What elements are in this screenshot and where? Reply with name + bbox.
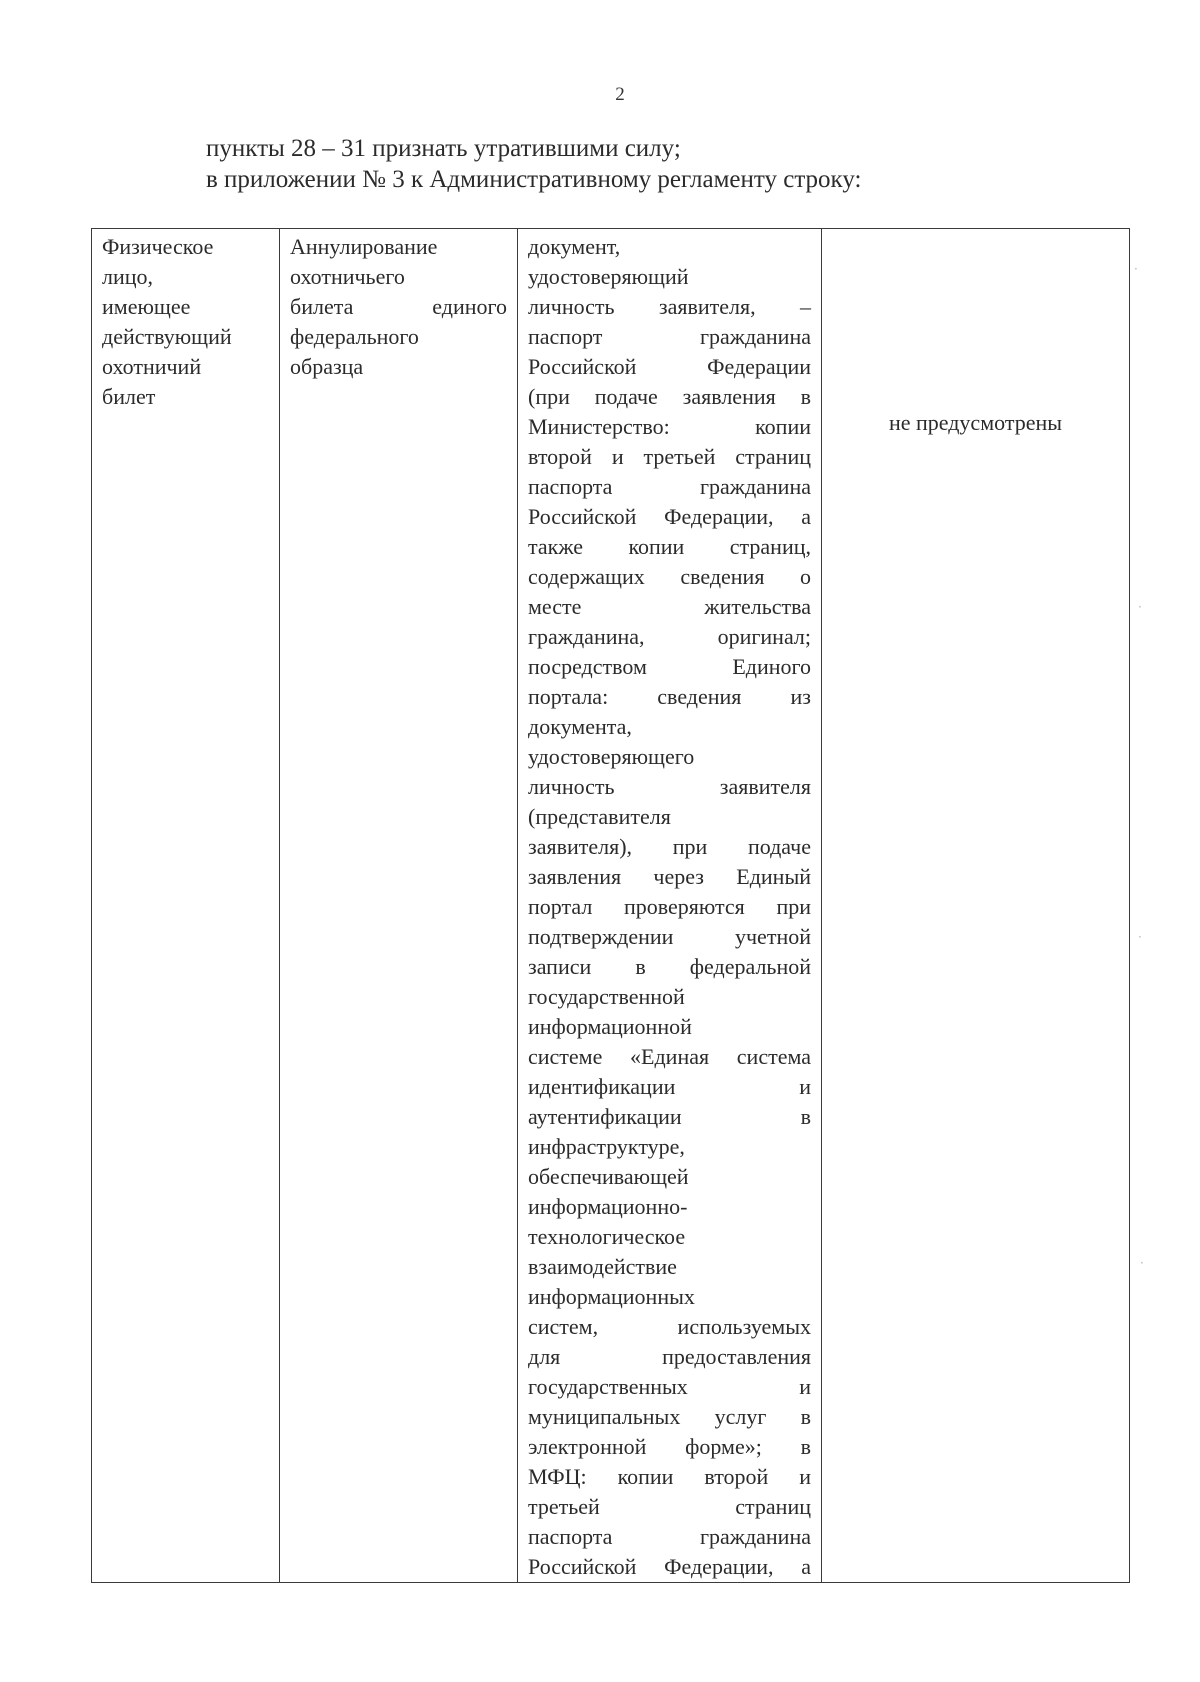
documents-line: удостоверяющего (528, 744, 695, 769)
documents-line: содержащих сведения о (528, 564, 811, 589)
documents-line: информационной (528, 1014, 692, 1039)
documents-line: удостоверяющий (528, 264, 689, 289)
documents-line: информационно- (528, 1194, 688, 1219)
documents-line: портал проверяются при (528, 894, 811, 919)
page-number: 2 (615, 84, 625, 105)
documents-line: (представителя (528, 804, 671, 829)
service-cell (280, 229, 518, 1583)
applicant-line: имеющее (102, 294, 191, 319)
documents-line: посредством Единого (528, 654, 811, 679)
applicant-line: билет (102, 384, 156, 409)
service-line: федерального (290, 324, 419, 349)
scan-mark: · (1140, 1256, 1144, 1270)
scan-mark: · (1134, 262, 1138, 276)
service-line: Аннулирование (290, 234, 438, 259)
applicant-line: охотничий (102, 354, 202, 379)
documents-line: государственных и (528, 1374, 811, 1399)
scan-mark: · (1138, 600, 1142, 614)
documents-line: третьей страниц (528, 1494, 811, 1519)
documents-line: Российской Федерации, а (528, 1554, 811, 1579)
service-line: охотничьего (290, 264, 405, 289)
documents-cell (518, 229, 822, 1583)
documents-line: муниципальных услуг в (528, 1404, 811, 1429)
applicant-text (102, 232, 269, 412)
applicant-line: лицо, (102, 264, 154, 289)
regulation-table (91, 228, 1130, 1583)
documents-line: электронной форме»; в (528, 1434, 811, 1459)
documents-line: личность заявителя (528, 774, 811, 799)
documents-line: системе «Единая система (528, 1044, 811, 1069)
notes-cell (822, 229, 1130, 1583)
documents-text (528, 232, 811, 1582)
table-row (92, 229, 1130, 1583)
applicant-line: Физическое (102, 234, 214, 259)
documents-line: паспорт гражданина (528, 324, 811, 349)
service-line: образца (290, 354, 364, 379)
documents-line: заявителя), при подаче (528, 834, 811, 859)
documents-line: идентификации и (528, 1074, 811, 1099)
documents-line: месте жительства (528, 594, 811, 619)
documents-line: обеспечивающей (528, 1164, 689, 1189)
documents-line: записи в федеральной (528, 954, 811, 979)
documents-line: для предоставления (528, 1344, 811, 1369)
documents-line: документ, (528, 234, 621, 259)
intro-line-1: пункты 28 – 31 признать утратившими силу; (206, 135, 681, 162)
service-line: билета единого (290, 294, 507, 319)
applicant-cell (92, 229, 280, 1583)
intro-line-2: в приложении № 3 к Административному регламенту строку: (206, 166, 862, 193)
documents-line: Министерство: копии (528, 414, 811, 439)
documents-line: портала: сведения из (528, 684, 811, 709)
documents-line: МФЦ: копии второй и (528, 1464, 811, 1489)
intro-paragraph (206, 133, 1106, 195)
documents-line: информационных (528, 1284, 695, 1309)
documents-line: паспорта гражданина (528, 1524, 811, 1549)
documents-line: личность заявителя, – (528, 294, 811, 319)
documents-line: второй и третьей страниц (528, 444, 811, 469)
documents-line: государственной (528, 984, 685, 1009)
scan-mark: · (1138, 930, 1142, 944)
service-text (290, 232, 507, 382)
documents-line: документа, (528, 714, 632, 739)
documents-line: технологическое (528, 1224, 686, 1249)
documents-line: Российской Федерации (528, 354, 811, 379)
not-provided-text: не предусмотрены (888, 410, 1063, 435)
documents-line: паспорта гражданина (528, 474, 811, 499)
documents-line: систем, используемых (528, 1314, 811, 1339)
documents-line: инфраструктуре, (528, 1134, 685, 1159)
documents-line: гражданина, оригинал; (528, 624, 811, 649)
documents-line: Российской Федерации, а (528, 504, 811, 529)
documents-line: (при подаче заявления в (528, 384, 811, 409)
documents-line: аутентификации в (528, 1104, 811, 1129)
applicant-line: действующий (102, 324, 232, 349)
documents-line: также копии страниц, (528, 534, 811, 559)
documents-line: заявления через Единый (528, 864, 811, 889)
documents-line: подтверждении учетной (528, 924, 811, 949)
documents-line: взаимодействие (528, 1254, 677, 1279)
